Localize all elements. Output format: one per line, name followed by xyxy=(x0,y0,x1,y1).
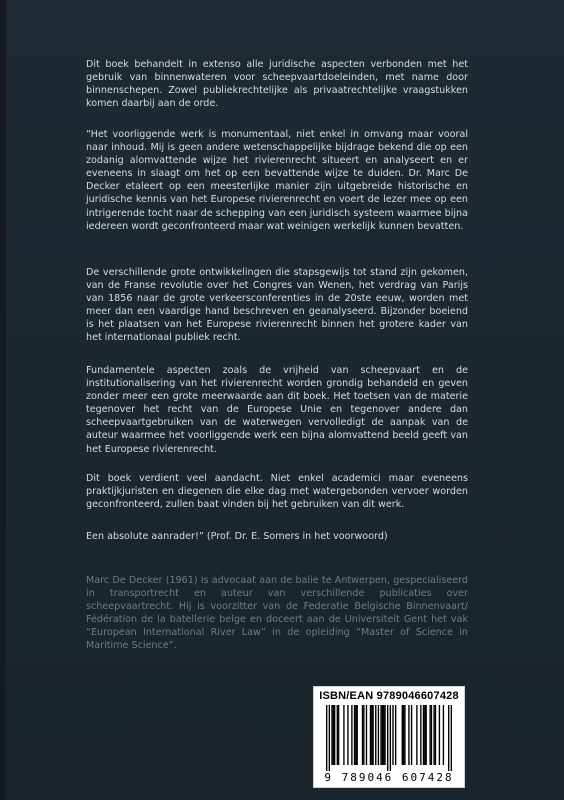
barcode-bar xyxy=(363,705,364,765)
barcode-bar xyxy=(375,705,376,765)
barcode-bar xyxy=(443,705,444,765)
barcode-bar xyxy=(411,705,412,765)
barcode-bar xyxy=(355,705,356,765)
barcode-bar xyxy=(380,705,381,765)
barcode-bar xyxy=(343,705,344,765)
isbn-barcode-sticker xyxy=(313,686,465,788)
barcode-bar xyxy=(404,705,405,765)
barcode-bar xyxy=(408,705,409,765)
barcode-bar xyxy=(372,705,373,765)
barcode-bar xyxy=(357,705,358,765)
barcode-bar xyxy=(425,705,426,765)
barcode-bar xyxy=(366,705,367,765)
barcode-bar xyxy=(362,705,363,765)
barcode-bar xyxy=(390,705,391,771)
barcode-bar xyxy=(337,705,338,765)
barcode-bar xyxy=(433,705,434,765)
barcode-bar xyxy=(387,705,388,771)
barcode-bar xyxy=(431,705,432,765)
barcode-bar xyxy=(403,705,404,765)
barcode-bar xyxy=(331,705,332,765)
barcode-bar xyxy=(451,705,452,771)
blurb-paragraph-5: Dit boek verdient veel aandacht. Niet enkel academici maar eveneens praktijkjuristen en diegenen die elke dag met watergebonden vervoer worden geconfronteerd, zullen baat vinden bij het gebruiken van dit werk. xyxy=(86,473,468,511)
barcode-bar xyxy=(371,705,372,765)
barcode-bar xyxy=(448,705,449,771)
barcode-bar xyxy=(334,705,335,765)
barcode-bar xyxy=(435,705,436,765)
barcode-bar xyxy=(384,705,385,765)
barcode-bar xyxy=(370,705,371,765)
barcode-bar xyxy=(439,705,440,765)
barcode-bar xyxy=(392,705,393,765)
blurb-paragraph-6: Een absolute aanrader!” (Prof. Dr. E. Somers in het voorwoord) xyxy=(86,531,388,542)
blurb-paragraph-4: Fundamentele aspecten zoals de vrijheid van scheepvaart en de institutionalisering van het rivierenrecht worden grondig behandeld en geven zonder meer een grote meerwaarde aan dit boek. Het toetsen van de materie tegenover het recht van de Europese Unie en tegenover andere dan scheepvaartgebruiken van de waterwegen vervolledigt de aanpak van de auteur waarmee het voorliggende werk een bijna alomvattend beeld geeft van het Europese rivierenrecht. xyxy=(86,365,468,455)
barcode-bar xyxy=(416,705,417,765)
barcode-bar xyxy=(420,705,421,765)
barcode-bar xyxy=(424,705,425,765)
blurb-paragraph-3: De verschillende grote ontwikkelingen die stapsgewijs tot stand zijn gekomen, van de Franse revolutie over het Congres van Wenen, het verdrag van Parijs van 1856 naar de grote verkeersconferenties in de 20ste eeuw, worden met meer dan een vaardige hand beschreven en geanalyseerd. Bijzonder boeiend is het plaatsen van het Europese rivierenrecht binnen het grotere kader van het internationaal publiek recht. xyxy=(86,267,468,344)
barcode-bar xyxy=(347,705,348,765)
blurb-paragraph-2: “Het voorliggende werk is monumentaal, niet enkel in omvang maar vooral naar inhoud. Mij is geen andere wetenschappelijke bijdrage bekend die op een zodanig alomvattende wijze het rivierenrecht situeert en analyseert en er eveneens in slaagt om het op een bevattende wijze te duiden. Dr. Marc De Decker etaleert op een meesterlijke manier zijn uitgebreide historische en juridische kennis van het Europese rivierenrecht en voert de lezer mee op een intrigerende tocht naar de schepping van een juridisch systeem waarmee bijna iedereen wordt geconfronteerd maar wat weinigen werkelijk kunnen bevatten. xyxy=(86,129,468,232)
author-bio: Marc De Decker (1961) is advocaat aan de balie te Antwerpen, gespecialiseerd in transportrecht en auteur van verschillende publicaties over scheepvaartrecht. Hij is voorzitter van de Federatie Belgische Binnenvaart/ Fédération de la batellerie belge en doceert aan de Universiteit Gent het vak “European International River Law” in de opleiding “Master of Science in Maritime Science”. xyxy=(86,575,468,652)
cover-spine-edge xyxy=(0,0,6,800)
barcode-digits: 9 789046 607428 xyxy=(324,771,454,784)
barcode-icon xyxy=(326,705,452,771)
barcode-bar xyxy=(338,705,339,765)
barcode-bar xyxy=(382,705,383,765)
barcode-bar xyxy=(383,705,384,765)
blurb-paragraph-1: Dit boek behandelt in extenso alle juridische aspecten verbonden met het gebruik van binnenwateren voor scheepvaartdoeleinden, met name door binnenschepen. Zowel publiekrechtelijke als privaatrechtelijke vraagstukken komen daarbij aan de orde. xyxy=(86,59,468,110)
barcode-bar xyxy=(395,705,396,765)
barcode-bar xyxy=(351,705,352,765)
barcode-bar xyxy=(354,705,355,765)
barcode-bar xyxy=(326,705,327,771)
isbn-label: ISBN/EAN 9789046607428 xyxy=(319,690,459,702)
barcode-bar xyxy=(333,705,334,765)
barcode-bar xyxy=(378,705,379,765)
barcode-bar xyxy=(423,705,424,765)
barcode-bar xyxy=(329,705,330,771)
barcode-bar xyxy=(402,705,403,765)
barcode-bar xyxy=(429,705,430,765)
